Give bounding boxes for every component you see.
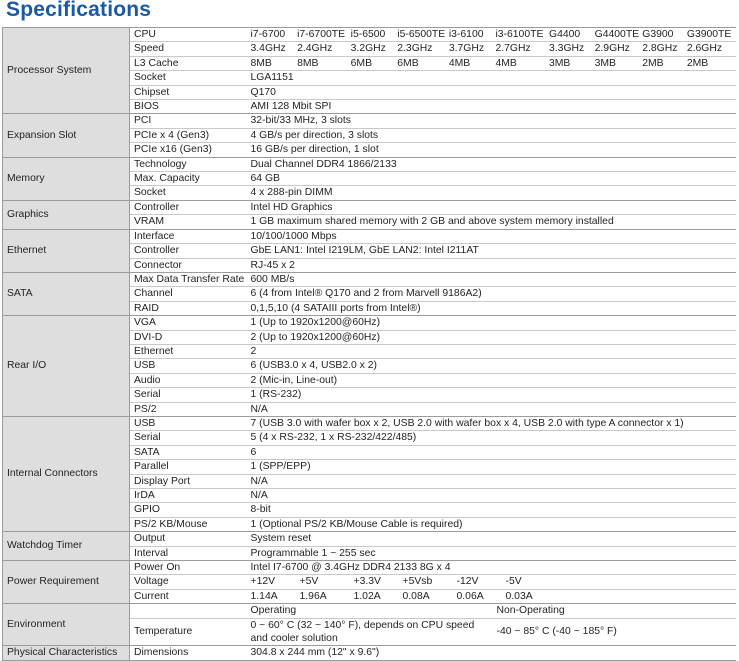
spec-value: Q170 (247, 85, 736, 99)
voltage-rail: +12V (250, 576, 276, 588)
spec-value: N/A (247, 474, 736, 488)
spec-label: Connector (130, 258, 247, 272)
cpu-cache: 8MB (297, 57, 319, 69)
spec-label: SATA (130, 445, 247, 459)
cpu-speed: 2.4GHz (297, 43, 333, 55)
spec-value: 5 (4 x RS-232, 1 x RS-232/422/485) (247, 431, 736, 445)
spec-label: IrDA (130, 489, 247, 503)
cpu-speed: 3.3GHz (549, 43, 585, 55)
spec-label: Max Data Transfer Rate (130, 272, 247, 286)
spec-value: 0,1,5,10 (4 SATAIII ports from Intel®) (247, 301, 736, 315)
operating-header: Operating (250, 605, 297, 617)
spec-value: 2 (Up to 1920x1200@60Hz) (247, 330, 736, 344)
cpu-speed: 2.6GHz (686, 43, 723, 55)
spec-value: System reset (247, 532, 736, 546)
cpu-cache: 6MB (397, 57, 419, 69)
category-internal-connectors: Internal Connectors (3, 416, 130, 531)
category-environment: Environment (3, 604, 130, 646)
spec-label: PCIe x 4 (Gen3) (130, 128, 247, 142)
non-operating-temp: -40 ~ 85° C (-40 ~ 185° F) (496, 626, 617, 638)
spec-label: Serial (130, 431, 247, 445)
env-headers (247, 604, 736, 618)
category-watchdog: Watchdog Timer (3, 532, 130, 561)
category-memory: Memory (3, 157, 130, 200)
spec-label: Technology (130, 157, 247, 171)
spec-value: 1 (Optional PS/2 KB/Mouse Cable is required) (247, 517, 736, 531)
spec-value: 1 GB maximum shared memory with 2 GB and above system memory installed (247, 215, 736, 229)
spec-label: DVI-D (130, 330, 247, 344)
spec-label: Max. Capacity (130, 172, 247, 186)
spec-label: Parallel (130, 460, 247, 474)
spec-value: 2 (247, 344, 736, 358)
cpu-model: i5-6500 (350, 29, 386, 40)
cpu-model: i3-6100TE (495, 29, 544, 40)
cpu-speed: 2.7GHz (495, 43, 531, 55)
category-rear-io: Rear I/O (3, 316, 130, 417)
cpu-model: i5-6500TE (397, 29, 446, 40)
category-processor: Processor System (3, 28, 130, 114)
spec-value: 32-bit/33 MHz, 3 slots (247, 114, 736, 128)
cpu-cache: 2MB (642, 57, 664, 69)
spec-value: 64 GB (247, 172, 736, 186)
cpu-speed: 2.8GHz (642, 43, 678, 55)
spec-value: 304.8 x 244 mm (12" x 9.6") (247, 646, 736, 660)
spec-label: PCIe x16 (Gen3) (130, 143, 247, 157)
spec-label: Interface (130, 229, 247, 243)
cpu-cache: 3MB (549, 57, 571, 69)
spec-label: Power On (130, 561, 247, 575)
cpu-model: i3-6100 (448, 29, 484, 40)
spec-label: Temperature (130, 618, 247, 646)
spec-label: CPU (130, 28, 247, 42)
cpu-model: G4400 (549, 29, 581, 40)
spec-value: Programmable 1 ~ 255 sec (247, 546, 736, 560)
spec-label: Dimensions (130, 646, 247, 660)
voltage-rail: +5V (299, 576, 319, 588)
spec-label: RAID (130, 301, 247, 315)
spec-value: 1 (RS-232) (247, 388, 736, 402)
voltage-rail: +3.3V (353, 576, 381, 588)
spec-label: Interval (130, 546, 247, 560)
spec-value: N/A (247, 489, 736, 503)
spec-value: RJ-45 x 2 (247, 258, 736, 272)
spec-value: AMI 128 Mbit SPI (247, 100, 736, 114)
spec-label: VGA (130, 316, 247, 330)
spec-value: 4 x 288-pin DIMM (247, 186, 736, 200)
spec-value: 2 (Mic-in, Line-out) (247, 373, 736, 387)
spec-table (2, 27, 736, 661)
spec-value: Intel HD Graphics (247, 200, 736, 214)
cpu-model: i7-6700TE (297, 29, 346, 40)
spec-value: 8-bit (247, 503, 736, 517)
category-sata: SATA (3, 272, 130, 315)
category-ethernet: Ethernet (3, 229, 130, 272)
cpu-speed: 3.2GHz (350, 43, 386, 55)
spec-label: PCI (130, 114, 247, 128)
spec-label: BIOS (130, 100, 247, 114)
cpu-model: i7-6700 (250, 29, 286, 40)
spec-value: LGA1151 (247, 71, 736, 85)
cpu-list (247, 28, 736, 42)
current-value: 0.08A (402, 590, 430, 602)
spec-label: Voltage (130, 575, 247, 589)
cpu-cache: 3MB (594, 57, 616, 69)
voltage-rail: +5Vsb (402, 576, 433, 588)
spec-label: Chipset (130, 85, 247, 99)
current-list (247, 589, 736, 603)
current-value: 1.14A (250, 590, 278, 602)
spec-label: Current (130, 589, 247, 603)
spec-value: 6 (4 from Intel® Q170 and 2 from Marvell 9186A2) (247, 287, 736, 301)
spec-label: Speed (130, 42, 247, 56)
cpu-speed: 2.9GHz (594, 43, 630, 55)
spec-value: 4 GB/s per direction, 3 slots (247, 128, 736, 142)
non-operating-header: Non-Operating (496, 605, 565, 617)
spec-label: GPIO (130, 503, 247, 517)
spec-label: PS/2 (130, 402, 247, 416)
category-graphics: Graphics (3, 200, 130, 229)
cpu-cache: 4MB (448, 57, 471, 69)
category-expansion: Expansion Slot (3, 114, 130, 157)
spec-label: Ethernet (130, 344, 247, 358)
spec-label: Socket (130, 186, 247, 200)
spec-value: 10/100/1000 Mbps (247, 229, 736, 243)
spec-label: L3 Cache (130, 56, 247, 70)
cpu-cache: 4MB (495, 57, 517, 69)
operating-temp: 0 ~ 60° C (32 ~ 140° F), depends on CPU speed and cooler solution (250, 619, 475, 645)
current-value: 0.03A (505, 590, 533, 602)
spec-label: Socket (130, 71, 247, 85)
spec-value: Dual Channel DDR4 1866/2133 (247, 157, 736, 171)
voltage-rail: -5V (505, 576, 522, 588)
spec-value: 1 (SPP/EPP) (247, 460, 736, 474)
cpu-speed: 2.3GHz (397, 43, 433, 55)
cpu-cache: 6MB (350, 57, 373, 69)
spec-label-empty (130, 604, 247, 618)
category-power: Power Requirement (3, 561, 130, 604)
current-value: 0.06A (456, 590, 484, 602)
current-value: 1.02A (353, 590, 381, 602)
cpu-cache: 2MB (686, 57, 709, 69)
spec-value: N/A (247, 402, 736, 416)
speed-list (247, 42, 736, 56)
spec-value: GbE LAN1: Intel I219LM, GbE LAN2: Intel I211AT (247, 244, 736, 258)
cpu-model: G3900 (642, 29, 674, 40)
spec-label: Display Port (130, 474, 247, 488)
spec-label: PS/2 KB/Mouse (130, 517, 247, 531)
voltage-rail: -12V (456, 576, 479, 588)
voltage-list (247, 575, 736, 589)
spec-label: USB (130, 359, 247, 373)
spec-value: 600 MB/s (247, 272, 736, 286)
current-value: 1.96A (299, 590, 327, 602)
spec-label: VRAM (130, 215, 247, 229)
spec-label: USB (130, 416, 247, 430)
spec-value: Intel I7-6700 @ 3.4GHz DDR4 2133 8G x 4 (247, 561, 736, 575)
env-values (247, 618, 736, 646)
spec-value: 16 GB/s per direction, 1 slot (247, 143, 736, 157)
spec-label: Output (130, 532, 247, 546)
cpu-model: G3900TE (686, 29, 732, 40)
cache-list (247, 56, 736, 70)
page-title: Specifications (6, 0, 152, 21)
spec-label: Audio (130, 373, 247, 387)
category-physical: Physical Characteristics (3, 646, 130, 660)
spec-label: Controller (130, 200, 247, 214)
spec-value: 6 (USB3.0 x 4, USB2.0 x 2) (247, 359, 736, 373)
spec-value: 6 (247, 445, 736, 459)
cpu-speed: 3.7GHz (448, 43, 485, 55)
spec-value: 1 (Up to 1920x1200@60Hz) (247, 316, 736, 330)
spec-label: Serial (130, 388, 247, 402)
spec-value: 7 (USB 3.0 with wafer box x 2, USB 2.0 with wafer box x 4, USB 2.0 with type A connector x 1) (247, 416, 736, 430)
cpu-speed: 3.4GHz (250, 43, 286, 55)
spec-label: Channel (130, 287, 247, 301)
cpu-cache: 8MB (250, 57, 272, 69)
spec-label: Controller (130, 244, 247, 258)
cpu-model: G4400TE (594, 29, 640, 40)
